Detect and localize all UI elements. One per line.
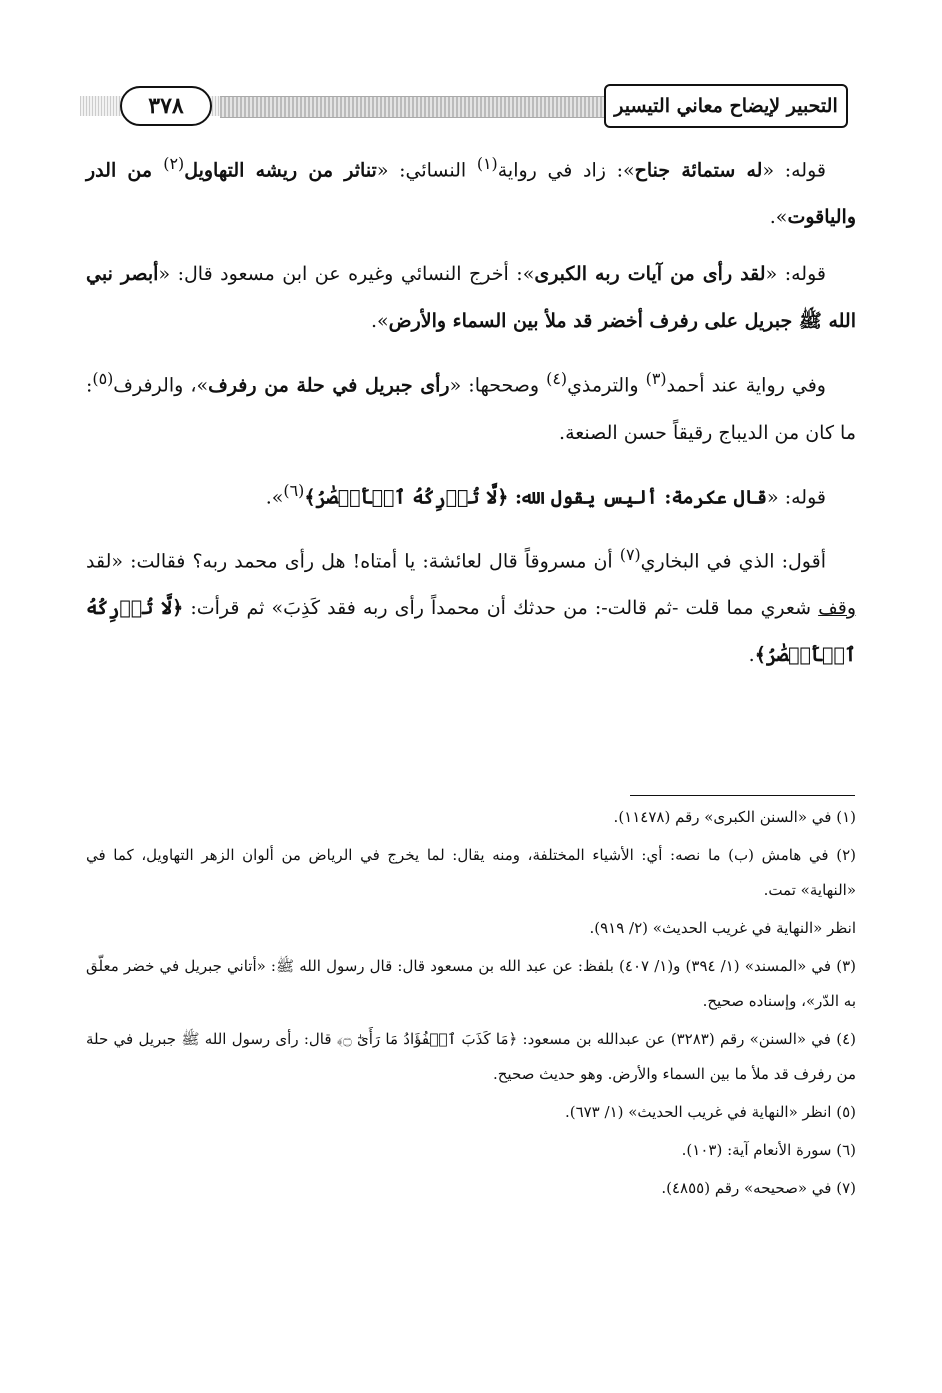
paragraph-4: قوله: «قال عكرمة: أليس يقول الله: ﴿لَّا تُدۡرِكُهُ ٱلۡأَبۡصَٰرُ﴾$^{(٦)}$». — [265, 480, 826, 508]
header-ornament-band — [220, 96, 610, 118]
footnote-ref: (٤) — [546, 369, 568, 389]
book-title: التحبير لإيضاح معاني التيسير — [604, 84, 848, 128]
paragraph-1: قوله: «له ستمائة جناح»: زاد في رواية$^{(١)}$ النسائي: «تناثر من ريشه التهاويل$^{(٢)}$ من الدر والياقوت». — [86, 154, 856, 229]
footnote-3: (٣) في «المسند» (١/ ٣٩٤) و(١/ ٤٠٧) بلفظ: عن عبد الله بن مسعود قال: قال رسول الله ﷺ: «أتاني جبريل في خضر معلّق به الدّر»، وإسناده صحيح. — [86, 957, 856, 1010]
paragraph-2: قوله: «لقد رأى من آيات ربه الكبرى»: أخرج النسائي وغيره عن ابن مسعود قال: «أبصر نبي الله ﷺ جبريل على رفرف أخضر قد ملأ بين السماء والأرض». — [86, 263, 856, 333]
footnote-6: (٦) سورة الأنعام آية: (١٠٣). — [681, 1141, 856, 1159]
footnote-2: (٢) في هامش (ب) ما نصه: أي: الأشياء المختلفة، ومنه يقال: لما يخرج في الرياض من ألوان الزهر التهاويل، كما في «النهاية» تمت. — [86, 846, 856, 899]
footnote-ref: (٧) — [619, 544, 641, 564]
paragraph-3: وفي رواية عند أحمد$^{(٣)}$ والترمذي$^{(٤)}$ وصححها: «رأى جبريل في حلة من رفرف»، والرفرف$^{(٥)}$: ما كان من الديباج رقيقاً حسن الصنعة. — [86, 369, 856, 444]
paragraph-5: أقول: الذي في البخاري$^{(٧)}$ أن مسروقاً قال لعائشة: يا أمتاه! هل رأى محمد ربه؟ فقالت: «لقد وقف شعري مما قلت -ثم قالت-: من حدثك أن محمداً رأى ربه فقد كَذِبَ» ثم قرأت: ﴿لَّا تُدۡرِكُهُ ٱلۡأَبۡصَٰرُ﴾. — [86, 544, 857, 667]
page-header — [80, 84, 860, 128]
footnote-ref: (٥) — [92, 369, 114, 389]
footnote-7: (٧) في «صحيحه» رقم (٤٨٥٥). — [661, 1179, 856, 1197]
footnote-ref: (٢) — [163, 154, 185, 173]
footnote-4: (٤) في «السنن» رقم (٣٢٨٣) عن عبدالله بن مسعود: ﴿مَا كَذَبَ ٱلۡفُؤَادُ مَا رَأَىٰٓ ۝﴾ قال: رأى رسول الله ﷺ جبريل في حلة من رفرف قد ملأ ما بين السماء والأرض. وهو حديث صحيح. — [86, 1030, 856, 1083]
footnote-1: (١) في «السنن الكبرى» رقم (١١٤٧٨). — [613, 808, 856, 826]
footnote-ref: (٣) — [645, 369, 667, 389]
footnote-divider — [630, 795, 855, 796]
footnote-5: (٥) انظر «النهاية في غريب الحديث» (١/ ٦٧٣). — [564, 1103, 856, 1121]
footnote-2-ref: انظر «النهاية في غريب الحديث» (٢/ ٩١٩). — [589, 919, 856, 937]
footnotes — [86, 800, 856, 1209]
footnote-ref: (١) — [476, 154, 498, 173]
main-text — [86, 140, 856, 689]
page-number: ٣٧٨ — [120, 86, 212, 126]
footnote-ref: (٦) — [283, 480, 305, 500]
